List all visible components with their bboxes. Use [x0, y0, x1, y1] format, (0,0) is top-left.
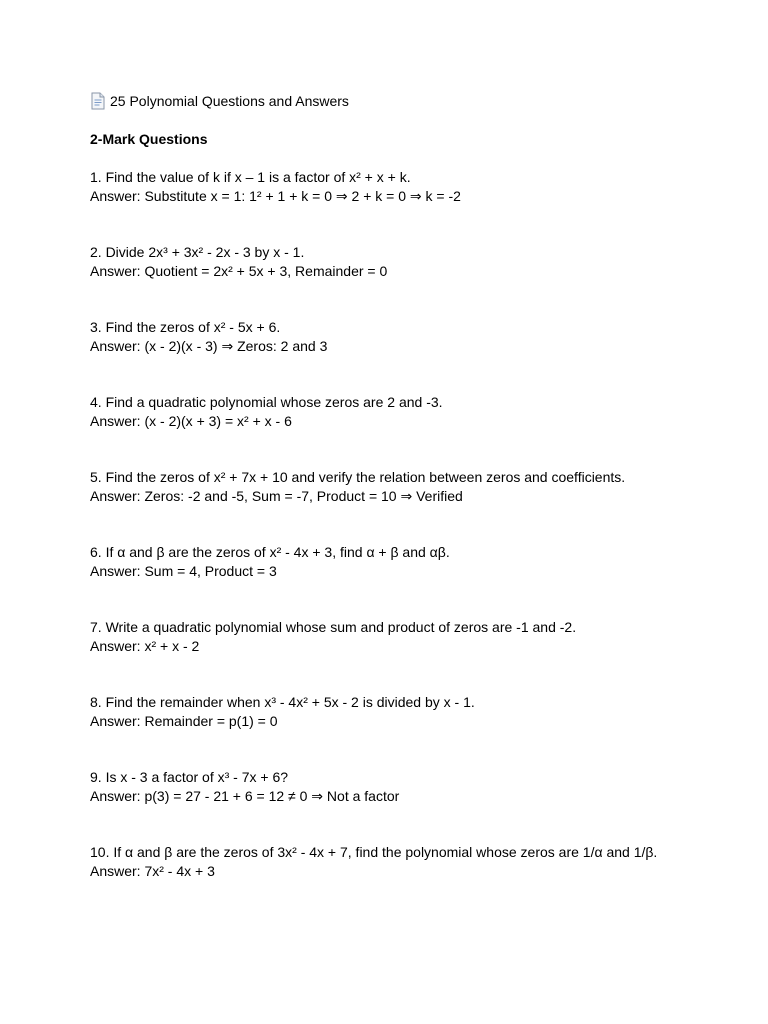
answer-text: Answer: (x - 2)(x - 3) ⇒ Zeros: 2 and 3: [90, 338, 328, 354]
question-item: [90, 843, 730, 881]
question-item: [90, 318, 730, 356]
page-document-icon: [90, 92, 106, 110]
question-text: 1. Find the value of k if x – 1 is a factor of x² + x + k.: [90, 169, 411, 185]
question-item: [90, 168, 730, 206]
document-page: [90, 92, 730, 881]
question-text: 6. If α and β are the zeros of x² - 4x + 3, find α + β and αβ.: [90, 544, 450, 560]
answer-text: Answer: 7x² - 4x + 3: [90, 863, 215, 879]
question-text: 5. Find the zeros of x² + 7x + 10 and verify the relation between zeros and coefficients.: [90, 469, 626, 485]
section-heading: 2-Mark Questions: [90, 131, 208, 147]
answer-text: Answer: p(3) = 27 - 21 + 6 = 12 ≠ 0 ⇒ Not a factor: [90, 788, 400, 804]
question-item: [90, 243, 730, 281]
answer-text: Answer: Remainder = p(1) = 0: [90, 713, 278, 729]
answer-text: Answer: Sum = 4, Product = 3: [90, 563, 277, 579]
question-text: 4. Find a quadratic polynomial whose zeros are 2 and -3.: [90, 394, 443, 410]
question-text: 3. Find the zeros of x² - 5x + 6.: [90, 319, 281, 335]
answer-text: Answer: x² + x - 2: [90, 638, 200, 654]
answer-text: Answer: Zeros: -2 and -5, Sum = -7, Product = 10 ⇒ Verified: [90, 488, 463, 504]
answer-text: Answer: Quotient = 2x² + 5x + 3, Remainder = 0: [90, 263, 388, 279]
question-item: [90, 543, 730, 581]
document-title: [90, 92, 730, 110]
question-item: [90, 693, 730, 731]
question-text: 7. Write a quadratic polynomial whose sum and product of zeros are -1 and -2.: [90, 619, 577, 635]
question-item: [90, 393, 730, 431]
question-text: 10. If α and β are the zeros of 3x² - 4x + 7, find the polynomial whose zeros are 1/α and 1/β.: [90, 844, 658, 860]
question-text: 2. Divide 2x³ + 3x² - 2x - 3 by x - 1.: [90, 244, 305, 260]
question-item: [90, 618, 730, 656]
question-item: [90, 768, 730, 806]
question-text: 8. Find the remainder when x³ - 4x² + 5x - 2 is divided by x - 1.: [90, 694, 475, 710]
question-text: 9. Is x - 3 a factor of x³ - 7x + 6?: [90, 769, 289, 785]
answer-text: Answer: Substitute x = 1: 1² + 1 + k = 0 ⇒ 2 + k = 0 ⇒ k = -2: [90, 188, 461, 204]
question-list: [90, 168, 730, 881]
answer-text: Answer: (x - 2)(x + 3) = x² + x - 6: [90, 413, 292, 429]
document-title-text: 25 Polynomial Questions and Answers: [110, 93, 349, 109]
question-item: [90, 468, 730, 506]
